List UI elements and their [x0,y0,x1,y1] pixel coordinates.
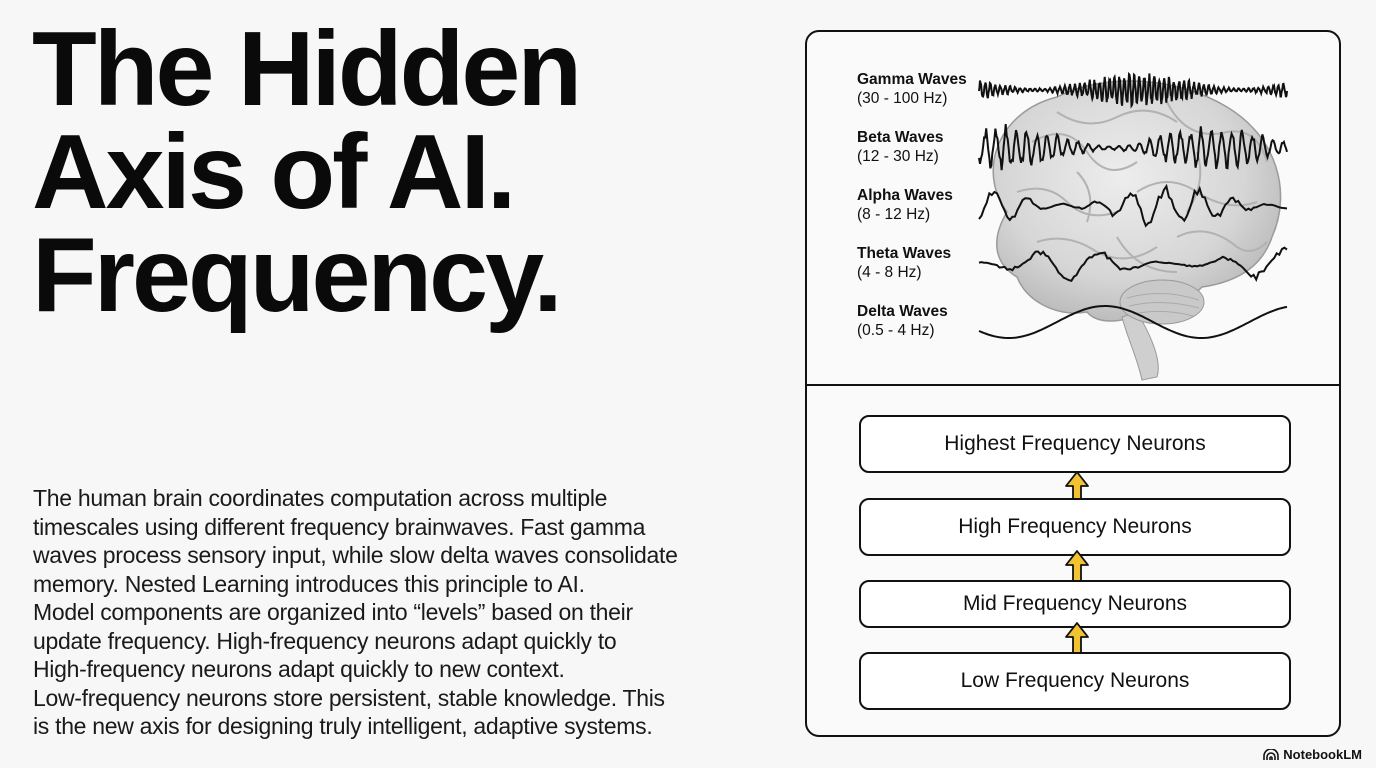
neuron-label: Low Frequency Neurons [960,669,1190,692]
title-line-3: Frequency. [32,216,560,334]
theta-wave [979,248,1287,281]
gamma-wave-label [857,70,967,108]
body-line: Low-frequency neurons store persistent, stable knowledge. This [33,684,665,711]
wave-range: (0.5 - 4 Hz) [857,322,935,339]
neuron-level-highest [859,415,1291,473]
title-line-1: The Hidden [32,10,580,128]
beta-wave [979,124,1287,170]
wave-name: Delta Waves [857,303,948,320]
wave-name: Gamma Waves [857,71,967,88]
wave-range: (8 - 12 Hz) [857,206,931,223]
brand-name: NotebookLM [1283,747,1362,762]
gamma-wave [979,73,1287,105]
wave-range: (4 - 8 Hz) [857,264,922,281]
delta-wave [979,306,1287,338]
title-line-2: Axis of AI. [32,113,514,231]
alpha-wave [979,186,1287,226]
neuron-label: High Frequency Neurons [958,515,1192,538]
neuron-level-mid [859,580,1291,628]
body-line: waves process sensory input, while slow delta waves consolidate [33,542,678,568]
wave-name: Alpha Waves [857,187,953,204]
body-line: High-frequency neurons adapt quickly to new context. [33,656,565,682]
neuron-label: Mid Frequency Neurons [962,592,1188,615]
neuron-level-high [859,498,1291,556]
diagram-panel [805,30,1341,737]
wave-name: Beta Waves [857,129,944,146]
body-paragraph [33,484,733,741]
body-line: timescales using different frequency brainwaves. Fast gamma [33,513,646,540]
notebooklm-logo-icon [1263,749,1279,761]
body-line: update frequency. High-frequency neurons adapt quickly to [33,627,617,654]
body-line: The human brain coordinates computation across multiple [33,485,608,511]
wave-range: (30 - 100 Hz) [857,90,948,107]
page-title [32,10,752,334]
delta-wave-label [857,302,948,340]
wave-name: Theta Waves [857,245,952,262]
body-line: Model components are organized into “levels” based on their [33,599,633,625]
theta-wave-label [857,244,951,282]
beta-wave-label [857,128,943,166]
neuron-level-low [859,652,1291,710]
brand-mark [1263,747,1362,762]
neuron-label: Highest Frequency Neurons [944,432,1206,455]
panel-divider [807,384,1339,386]
body-line: memory. Nested Learning introduces this principle to AI. [33,570,585,597]
wave-range: (12 - 30 Hz) [857,148,939,165]
alpha-wave-label [857,186,953,224]
body-line: is the new axis for designing truly intelligent, adaptive systems. [33,713,653,739]
